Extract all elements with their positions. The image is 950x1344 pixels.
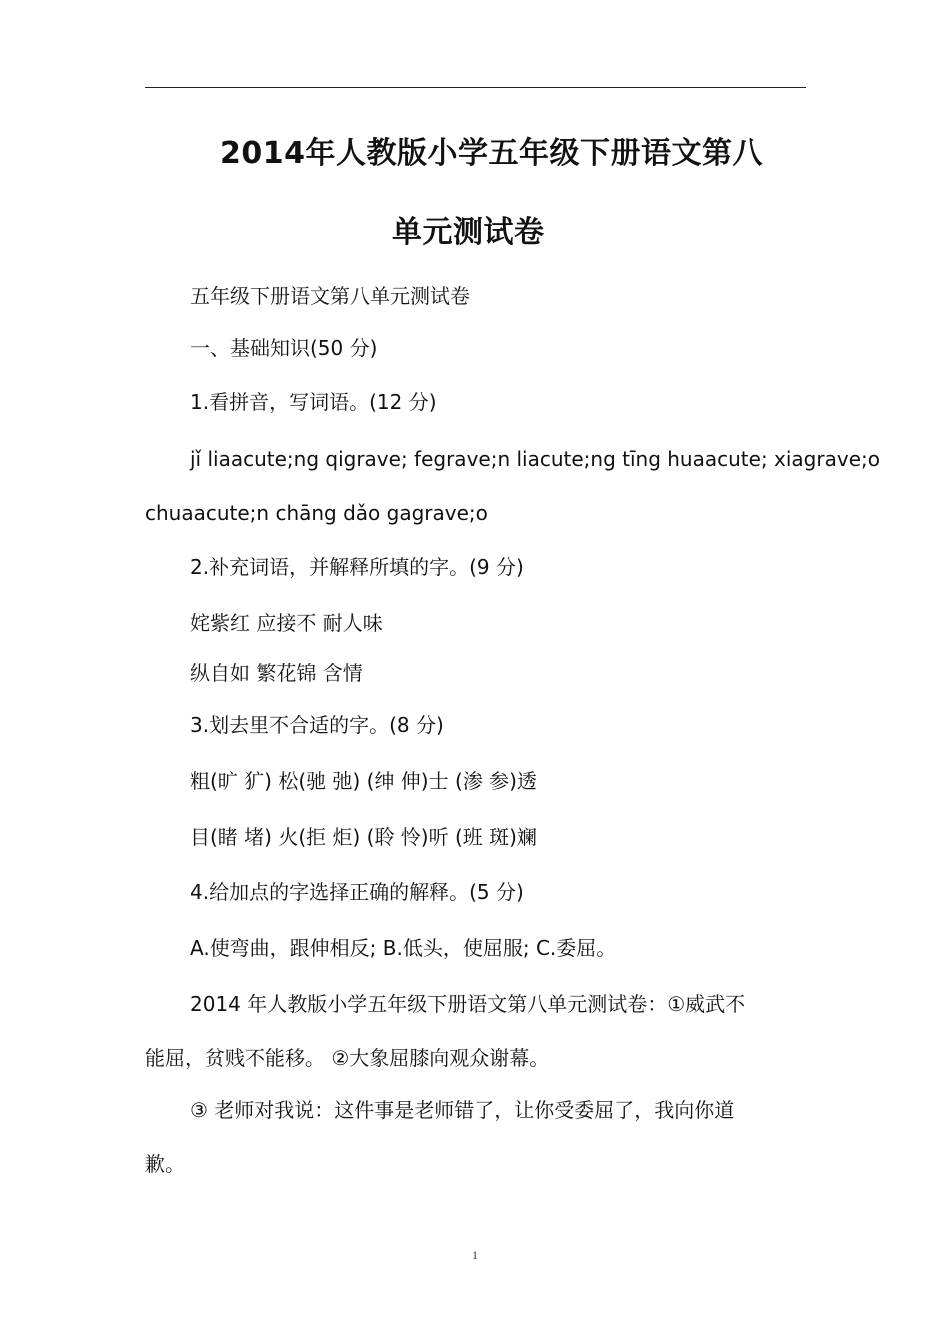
page-number: 1 [472,1248,478,1262]
question-3-heading: 3.划去里不合适的字。(8 分) [190,713,444,737]
idiom-line-2: 纵自如 繁花锦 含情 [190,661,363,685]
question-2-heading: 2.补充词语，并解释所填的字。(9 分) [190,555,524,579]
character-choice-line-2: 目(睹 堵) 火(拒 炬) (聆 怜)听 (班 斑)斓 [190,825,537,849]
question-4-heading: 4.给加点的字选择正确的解释。(5 分) [190,880,524,904]
section-heading-basics: 一、基础知识(50 分) [190,336,378,360]
question-1-heading: 1.看拼音，写词语。(12 分) [190,390,437,414]
paragraph-line-1: 2014 年人教版小学五年级下册语文第八单元测试卷：①威武不 [190,992,746,1016]
paragraph-line-4: 歉。 [145,1152,185,1176]
header-rule [145,87,806,88]
document-title-line-1: 2014年人教版小学五年级下册语文第八 [220,136,763,171]
subtitle-line: 五年级下册语文第八单元测试卷 [190,284,470,308]
idiom-line-1: 姹紫红 应接不 耐人味 [190,611,383,635]
pinyin-line-1: jǐ liaacute;ng qigrave; fegrave;n liacute;ng tīng huaacute; xiagrave;o [190,447,880,471]
paragraph-line-3: ③ 老师对我说：这件事是老师错了，让你受委屈了，我向你道 [190,1098,735,1122]
character-choice-line-1: 粗(旷 犷) 松(驰 弛) (绅 伸)士 (渗 参)透 [190,769,537,793]
paragraph-line-2: 能屈，贫贱不能移。 ②大象屈膝向观众谢幕。 [145,1046,550,1070]
document-title-line-2: 单元测试卷 [392,215,545,250]
pinyin-line-2: chuaacute;n chāng dǎo gagrave;o [145,501,488,525]
options-line: A.使弯曲，跟伸相反; B.低头，使屈服; C.委屈。 [190,936,617,960]
